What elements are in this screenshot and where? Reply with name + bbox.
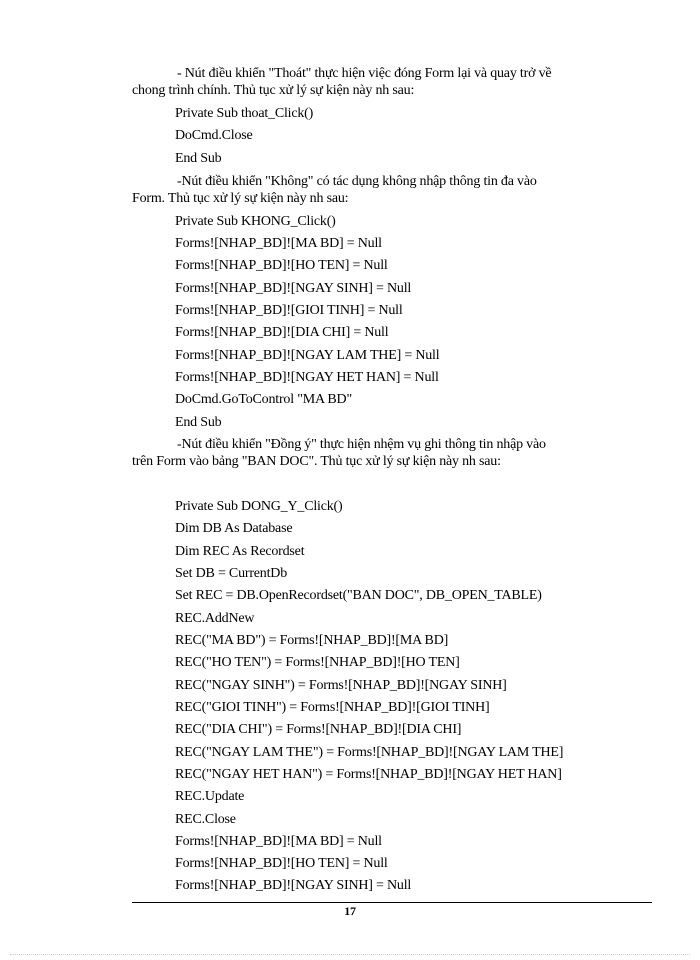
code-line: Set REC = DB.OpenRecordset("BAN DOC", DB_OPEN_TABLE) xyxy=(175,588,542,603)
code-line: Forms![NHAP_BD]![NGAY SINH] = Null xyxy=(175,878,412,893)
code-line: Forms![NHAP_BD]![NGAY HET HAN] = Null xyxy=(175,370,439,385)
page-number: 17 xyxy=(344,904,356,918)
code-line: REC.Update xyxy=(175,789,245,804)
paragraph-line: chong trình chính. Thủ tục xử lý sự kiện này nh sau: xyxy=(132,83,415,98)
code-line: REC.Close xyxy=(175,812,236,827)
code-line: REC("GIOI TINH") = Forms![NHAP_BD]![GIOI TINH] xyxy=(175,700,490,715)
code-line: End Sub xyxy=(175,151,222,166)
code-line: REC("MA BD") = Forms![NHAP_BD]![MA BD] xyxy=(175,633,449,648)
code-line: REC("DIA CHI") = Forms![NHAP_BD]![DIA CHI] xyxy=(175,722,462,737)
code-line: REC.AddNew xyxy=(175,611,255,626)
code-line: Forms![NHAP_BD]![MA BD] = Null xyxy=(175,834,382,849)
code-line: Dim REC As Recordset xyxy=(175,544,305,559)
code-line: DoCmd.GoToControl "MA BD" xyxy=(175,392,352,407)
paragraph-line: -Nút điều khiển "Đồng ý" thực hiện nhệm vụ ghi thông tin nhập vào xyxy=(177,437,546,452)
code-line: Dim DB As Database xyxy=(175,521,293,536)
page-edge-divider xyxy=(10,954,690,955)
code-line: Forms![NHAP_BD]![GIOI TINH] = Null xyxy=(175,303,403,318)
code-line: Forms![NHAP_BD]![NGAY SINH] = Null xyxy=(175,281,412,296)
code-line: Forms![NHAP_BD]![MA BD] = Null xyxy=(175,236,382,251)
footer-divider xyxy=(132,902,652,903)
paragraph-line: Form. Thủ tục xử lý sự kiện này nh sau: xyxy=(132,191,349,206)
code-line: Forms![NHAP_BD]![NGAY LAM THE] = Null xyxy=(175,348,440,363)
code-line: Forms![NHAP_BD]![HO TEN] = Null xyxy=(175,856,388,871)
code-line: Forms![NHAP_BD]![HO TEN] = Null xyxy=(175,258,388,273)
paragraph-dong-y-description xyxy=(132,436,652,470)
paragraph-line: -Nút điều khiển "Không" có tác dụng không nhập thông tin đa vào xyxy=(177,174,537,189)
code-line: REC("NGAY HET HAN") = Forms![NHAP_BD]![NGAY HET HAN] xyxy=(175,767,562,782)
code-line: Private Sub KHONG_Click() xyxy=(175,214,336,229)
paragraph-line: - Nút điều khiển "Thoát" thực hiện việc đóng Form lại và quay trở về xyxy=(177,66,552,81)
code-line: REC("NGAY LAM THE") = Forms![NHAP_BD]![NGAY LAM THE] xyxy=(175,745,564,760)
code-line: REC("HO TEN") = Forms![NHAP_BD]![HO TEN] xyxy=(175,655,460,670)
paragraph-line: trên Form vào bảng "BAN DOC". Thủ tục xử lý sự kiện này nh sau: xyxy=(132,454,501,469)
paragraph-thoat-description xyxy=(132,65,652,99)
code-line: Forms![NHAP_BD]![DIA CHI] = Null xyxy=(175,325,389,340)
paragraph-khong-description xyxy=(132,173,652,207)
code-line: Set DB = CurrentDb xyxy=(175,566,288,581)
code-line: Private Sub DONG_Y_Click() xyxy=(175,499,343,514)
code-line: End Sub xyxy=(175,415,222,430)
code-line: Private Sub thoat_Click() xyxy=(175,106,314,121)
code-line: DoCmd.Close xyxy=(175,128,253,143)
code-line: REC("NGAY SINH") = Forms![NHAP_BD]![NGAY SINH] xyxy=(175,678,507,693)
